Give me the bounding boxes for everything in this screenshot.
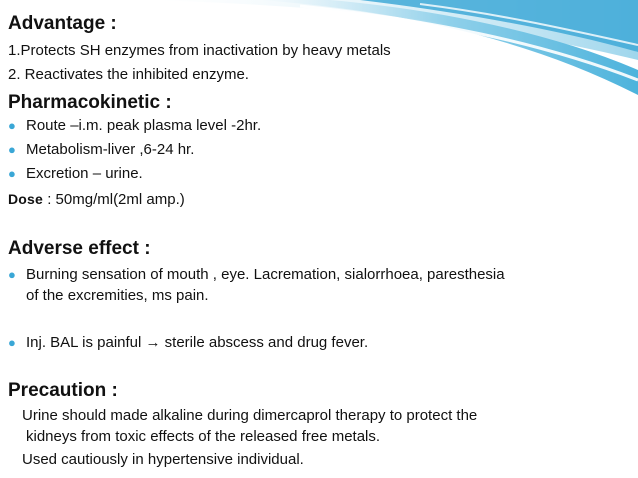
- advantage-line-2: 2. Reactivates the inhibited enzyme.: [8, 66, 249, 83]
- bullet-icon: ●: [8, 267, 16, 282]
- precaution-heading: Precaution :: [8, 380, 118, 401]
- pk-bullet-route: Route –i.m. peak plasma level -2hr.: [26, 117, 262, 134]
- adverse-bullet-1-line-1: Burning sensation of mouth , eye. Lacremation, sialorrhoea, paresthesia: [26, 266, 505, 283]
- precaution-line-1: Urine should made alkaline during dimercaprol therapy to protect the: [22, 407, 478, 424]
- advantage-line-1: 1.Protects SH enzymes from inactivation by heavy metals: [8, 42, 391, 59]
- dose-value: : 50mg/ml(2ml amp.): [43, 191, 185, 208]
- pk-bullet-excretion: Excretion – urine.: [26, 165, 143, 182]
- adverse-bullet-1-line-2: of the excremities, ms pain.: [26, 287, 209, 304]
- bullet-icon: ●: [8, 166, 16, 181]
- precaution-line-3: Used cautiously in hypertensive individual.: [22, 451, 304, 468]
- precaution-line-2: kidneys from toxic effects of the released free metals.: [26, 428, 381, 445]
- advantage-heading: Advantage :: [8, 13, 117, 34]
- bullet-icon: ●: [8, 118, 16, 133]
- bullet-icon: ●: [8, 335, 16, 350]
- dose-line: [8, 191, 185, 209]
- adverse-bullet-2: Inj. BAL is painful → sterile abscess and drug fever.: [26, 334, 369, 351]
- bullet-icon: ●: [8, 142, 16, 157]
- adverse-effect-heading: Adverse effect :: [8, 238, 151, 259]
- pharmacokinetic-heading: Pharmacokinetic :: [8, 92, 172, 113]
- pk-bullet-metabolism: Metabolism-liver ,6-24 hr.: [26, 141, 195, 158]
- dose-label: Dose: [8, 191, 44, 207]
